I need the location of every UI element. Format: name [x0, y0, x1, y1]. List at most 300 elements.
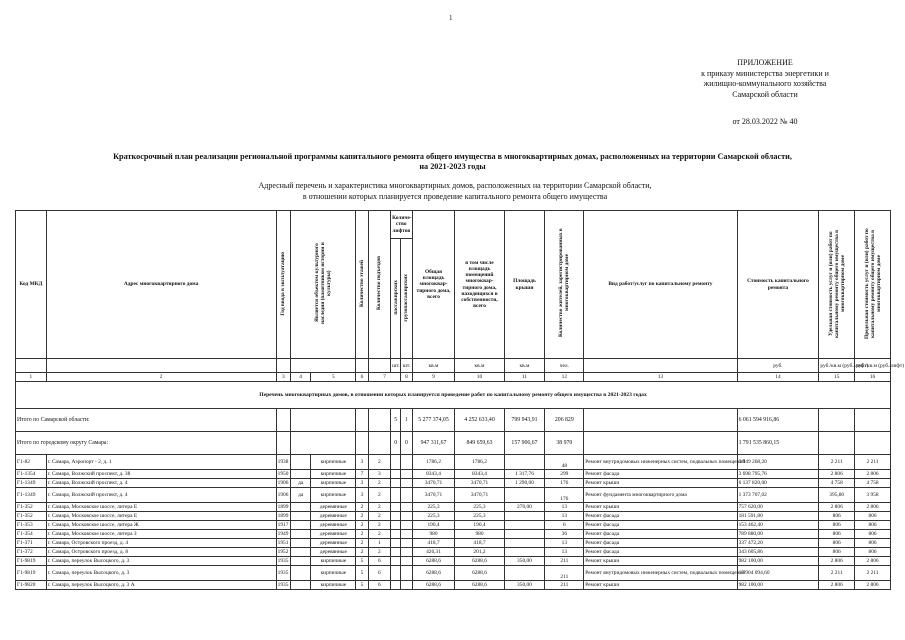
row-owned-area: 3470,71: [455, 488, 504, 503]
table-row: [16, 539, 891, 548]
table-row: [16, 548, 891, 557]
row-walls: кирпичные: [311, 455, 356, 470]
row-total-area: 225,3: [412, 512, 455, 521]
empty-cell: [391, 557, 401, 566]
row-roof-area: [504, 539, 545, 548]
row-unit-cost: 2 806: [819, 470, 855, 479]
table-row: [16, 521, 891, 530]
row-unit-cost: 806: [819, 512, 855, 521]
row-entrances: 6: [368, 581, 390, 590]
empty-cell: [401, 503, 412, 512]
document-title: [60, 152, 845, 172]
row-work-type: Ремонт фасада: [584, 539, 737, 548]
row-address: г. Самара, Островского проезд, д. 8: [46, 548, 276, 557]
header-year: Год ввода в эксплуатацию: [276, 211, 290, 359]
row-entrances: 6: [368, 566, 390, 581]
header-lifts-passenger: пассажирских: [391, 239, 401, 359]
row-work-type: Ремонт фасада: [584, 521, 737, 530]
row-unit-cost: 2 211: [819, 455, 855, 470]
empty-cell: [401, 488, 412, 503]
table-row: [16, 512, 891, 521]
row-cost: 3 698 795,76: [737, 470, 819, 479]
row-walls: кирпичные: [311, 581, 356, 590]
row-walls: деревянные: [311, 521, 356, 530]
row-entrances: 2: [368, 503, 390, 512]
unit-cell: руб./кв.м (руб./лифт): [819, 359, 855, 373]
header-owned-area: в том числе площадь помещений многоквар-тирного дома, находящихся в собственности, всего: [455, 211, 504, 359]
row-entrances: 2: [368, 548, 390, 557]
row-code: Г1-353: [16, 521, 47, 530]
row-unit-cost: 2 806: [819, 581, 855, 590]
row-walls: деревянные: [311, 539, 356, 548]
row-total-area: 3470,71: [412, 488, 455, 503]
row-walls: деревянные: [311, 530, 356, 539]
header-cost: Стоимость капитального ремонта: [737, 211, 819, 359]
row-code: Г1-82: [16, 455, 47, 470]
row-year: 1951: [276, 539, 290, 548]
row-work-type: Ремонт фасада: [584, 512, 737, 521]
row-max-cost: 2 211: [855, 566, 891, 581]
total-lifts-cargo: 0: [401, 432, 412, 455]
row-code: Г1-9819: [16, 566, 47, 581]
row-entrances: 2: [368, 512, 390, 521]
row-max-cost: 3 958: [855, 488, 891, 503]
column-number: 11: [504, 373, 545, 382]
row-heritage: [290, 521, 310, 530]
header-unit-cost: Удельная стоимость услуг и (или) работ по капитальному ремонту общего имущества в многоквартирном доме: [819, 211, 855, 359]
row-total-area: 3470,71: [412, 479, 455, 488]
empty-cell: [401, 479, 412, 488]
empty-cell: [401, 470, 412, 479]
title-line: на 2021-2023 годы: [419, 162, 486, 171]
total-residents: 38 970: [545, 432, 584, 455]
row-cost: 343 605,86: [737, 548, 819, 557]
row-total-area: 190,4: [412, 521, 455, 530]
section-title: Перечень многоквартирных домов, в отношении которых планируется проведение работ по капитальному ремонту общего имущества в 2021-2023 годах: [16, 382, 891, 409]
row-heritage: [290, 470, 310, 479]
row-heritage: [290, 455, 310, 470]
row-code: Г1-371: [16, 539, 47, 548]
total-owned-area: 849 659,63: [455, 432, 504, 455]
empty-cell: [391, 479, 401, 488]
unit-cell: шт.: [391, 359, 401, 373]
row-year: 1906: [276, 479, 290, 488]
row-address: г. Самара, переулок Высоцкого, д. 3: [46, 557, 276, 566]
row-year: 1917: [276, 521, 290, 530]
row-code: Г1-372: [16, 548, 47, 557]
row-residents: 176: [545, 479, 584, 488]
row-residents: 6: [545, 521, 584, 530]
table-row: [16, 488, 891, 503]
row-work-type: Ремонт внутридомовых инженерных систем, подвальных помещений: [584, 455, 737, 470]
row-roof-area: 350,00: [504, 557, 545, 566]
row-roof-area: [504, 455, 545, 470]
row-work-type: Ремонт фасада: [584, 548, 737, 557]
empty-cell: [391, 470, 401, 479]
column-number: 12: [545, 373, 584, 382]
empty-cell: [391, 488, 401, 503]
row-year: 1950: [276, 470, 290, 479]
total-roof-area: 157 906,67: [504, 432, 545, 455]
empty-cell: [401, 512, 412, 521]
row-address: г. Самара, Аэропорт - 2, д. 1: [46, 455, 276, 470]
table-row: [16, 455, 891, 470]
row-year: 1906: [276, 488, 290, 503]
row-roof-area: 1 317,76: [504, 470, 545, 479]
row-year: 1952: [276, 548, 290, 557]
total-lifts-passenger: 5: [391, 409, 401, 432]
row-code: Г1-9819: [16, 557, 47, 566]
row-floors: 2: [356, 539, 368, 548]
row-max-cost: 806: [855, 530, 891, 539]
row-unit-cost: 806: [819, 539, 855, 548]
total-owned-area: 4 252 633,40: [455, 409, 504, 432]
row-year: 1935: [276, 581, 290, 590]
row-entrances: 1: [368, 539, 390, 548]
appendix-block: [640, 58, 890, 128]
row-cost: 982 100,00: [737, 581, 819, 590]
appendix-line: Самарской области: [732, 89, 798, 99]
column-number: 9: [412, 373, 455, 382]
row-total-area: 8343,4: [412, 470, 455, 479]
header-roof-area: Площадь крыши: [504, 211, 545, 359]
empty-cell: [391, 530, 401, 539]
row-owned-area: 3470,71: [455, 479, 504, 488]
row-owned-area: 6288,6: [455, 557, 504, 566]
row-residents: 13: [545, 512, 584, 521]
header-residents: Количество жителей, зарегистрированных в многоквартирном доме: [545, 211, 584, 359]
row-walls: кирпичные: [311, 488, 356, 503]
row-cost: 3 949 268,20: [737, 455, 819, 470]
row-work-type: Ремонт фасада: [584, 530, 737, 539]
column-number: 14: [737, 373, 819, 382]
row-work-type: Ремонт крыши: [584, 581, 737, 590]
total-region-row: [16, 409, 891, 432]
row-total-area: 980: [412, 530, 455, 539]
row-max-cost: 2 806: [855, 581, 891, 590]
row-owned-area: 225,3: [455, 512, 504, 521]
empty-cell: [391, 581, 401, 590]
row-address: г. Самара, Волжский проспект, д. 38: [46, 470, 276, 479]
row-address: г. Самара, Островского проезд, д. 4: [46, 539, 276, 548]
column-number: 13: [584, 373, 737, 382]
row-roof-area: [504, 530, 545, 539]
row-owned-area: 6288,6: [455, 566, 504, 581]
row-owned-area: 6288,6: [455, 581, 504, 590]
header-lifts: Количе-ство лифтов: [391, 211, 412, 239]
row-floors: 5: [356, 557, 368, 566]
row-roof-area: [504, 566, 545, 581]
empty-cell: [401, 548, 412, 557]
empty-cell: [391, 521, 401, 530]
row-floors: 3: [356, 488, 368, 503]
total-cost: 6 061 594 916,86: [737, 409, 819, 432]
row-residents: 13: [545, 539, 584, 548]
row-owned-area: 1786,2: [455, 455, 504, 470]
row-work-type: Ремонт крыши: [584, 557, 737, 566]
row-cost: 181 591,80: [737, 512, 819, 521]
row-residents: 13: [545, 548, 584, 557]
row-owned-area: 980: [455, 530, 504, 539]
unit-cell: шт.: [401, 359, 412, 373]
row-code: Г1-352: [16, 512, 47, 521]
row-unit-cost: 2 806: [819, 557, 855, 566]
row-max-cost: 2 806: [855, 470, 891, 479]
row-entrances: 2: [368, 479, 390, 488]
empty-cell: [401, 539, 412, 548]
row-cost: 153 462,40: [737, 521, 819, 530]
column-number: 5: [311, 373, 356, 382]
row-address: г. Самара, Московское шоссе, литера Е: [46, 512, 276, 521]
row-total-area: 6288,6: [412, 557, 455, 566]
row-address: г. Самара, Московское шоссе, литера З: [46, 530, 276, 539]
total-cost: 1 791 535 860,15: [737, 432, 819, 455]
empty-cell: [401, 521, 412, 530]
subtitle-line: в отношении которых планируется проведение капитального ремонта общего имущества: [302, 191, 608, 201]
row-work-type: Ремонт крыши: [584, 479, 737, 488]
header-heritage: Является объектом культурного наследия (памятником истории и культуры): [290, 211, 355, 359]
row-residents: 48: [545, 455, 584, 470]
row-cost: 982 100,00: [737, 557, 819, 566]
empty-cell: [391, 566, 401, 581]
row-floors: 5: [356, 581, 368, 590]
header-work-type: Вид работ/услуг по капитальному ремонту: [584, 211, 737, 359]
row-unit-cost: 806: [819, 530, 855, 539]
row-year: 1899: [276, 512, 290, 521]
row-heritage: [290, 503, 310, 512]
column-number-row: [16, 373, 891, 382]
row-work-type: Ремонт фундамента многоквартирного дома: [584, 488, 737, 503]
column-number: 15: [819, 373, 855, 382]
row-total-area: 418,7: [412, 539, 455, 548]
row-unit-cost: 806: [819, 521, 855, 530]
row-year: 1935: [276, 557, 290, 566]
row-floors: 2: [356, 548, 368, 557]
row-total-area: 6288,6: [412, 581, 455, 590]
row-work-type: Ремонт крыши: [584, 503, 737, 512]
row-max-cost: 4 758: [855, 479, 891, 488]
row-roof-area: 270,00: [504, 503, 545, 512]
row-max-cost: 2 211: [855, 455, 891, 470]
row-walls: деревянные: [311, 548, 356, 557]
row-unit-cost: 4 758: [819, 479, 855, 488]
row-total-area: 6288,6: [412, 566, 455, 581]
empty-cell: [401, 530, 412, 539]
row-cost: 13 904 094,60: [737, 566, 819, 581]
row-max-cost: 806: [855, 539, 891, 548]
empty-cell: [401, 557, 412, 566]
row-roof-area: 350,00: [504, 581, 545, 590]
total-lifts-cargo: 1: [401, 409, 412, 432]
row-floors: 2: [356, 512, 368, 521]
row-unit-cost: 2 806: [819, 503, 855, 512]
table-row: [16, 557, 891, 566]
total-area: 5 277 374,05: [412, 409, 455, 432]
header-max-cost: Предельная стоимость услуг и (или) работ по капитальному ремонту общего имущества в многоквартирном доме: [855, 211, 891, 359]
row-heritage: [290, 548, 310, 557]
column-number: 8: [401, 373, 412, 382]
row-year: 1935: [276, 566, 290, 581]
row-floors: 3: [356, 455, 368, 470]
row-residents: 211: [545, 566, 584, 581]
subtitle-line: Адресный перечень и характеристика многоквартирных домов, расположенных на территории Самарской области,: [258, 181, 652, 190]
row-max-cost: 2 806: [855, 503, 891, 512]
header-floors: Количество этажей: [356, 211, 368, 359]
row-entrances: 2: [368, 521, 390, 530]
row-residents: 36: [545, 530, 584, 539]
row-work-type: Ремонт внутридомовых инженерных систем, подвальных помещений: [584, 566, 737, 581]
row-walls: кирпичные: [311, 566, 356, 581]
row-year: 1949: [276, 530, 290, 539]
row-entrances: 2: [368, 455, 390, 470]
row-heritage: [290, 581, 310, 590]
total-residents: 206 829: [545, 409, 584, 432]
row-owned-area: 190,4: [455, 521, 504, 530]
row-roof-area: [504, 512, 545, 521]
total-area: 947 311,67: [412, 432, 455, 455]
empty-cell: [391, 455, 401, 470]
row-walls: деревянные: [311, 512, 356, 521]
row-cost: 1 373 707,02: [737, 488, 819, 503]
row-cost: 789 880,00: [737, 530, 819, 539]
row-max-cost: 806: [855, 548, 891, 557]
unit-cell: руб.: [737, 359, 819, 373]
header-address: Адрес многоквартирного дома: [46, 211, 276, 359]
row-max-cost: 2 806: [855, 557, 891, 566]
row-floors: 3: [356, 479, 368, 488]
row-cost: 337 472,20: [737, 539, 819, 548]
row-floors: 2: [356, 521, 368, 530]
row-address: г. Самара, переулок Высоцкого, д. 3: [46, 566, 276, 581]
total-lifts-passenger: 0: [391, 432, 401, 455]
row-floors: 7: [356, 470, 368, 479]
row-walls: деревянные: [311, 503, 356, 512]
total-city-row: [16, 432, 891, 455]
header-total-area: Общая площадь многоквар-тирного дома, всего: [412, 211, 455, 359]
empty-cell: [391, 512, 401, 521]
total-roof-area: 799 943,91: [504, 409, 545, 432]
row-residents: 13: [545, 503, 584, 512]
row-entrances: 6: [368, 557, 390, 566]
row-heritage: [290, 566, 310, 581]
row-code: Г1-1354: [16, 470, 47, 479]
header-code: Код МКД: [16, 211, 47, 359]
row-address: г. Самара, Волжский проспект, д. 4: [46, 488, 276, 503]
row-residents: 299: [545, 470, 584, 479]
row-roof-area: 1 290,00: [504, 479, 545, 488]
empty-cell: [401, 566, 412, 581]
row-heritage: да: [290, 488, 310, 503]
row-owned-area: 225,3: [455, 503, 504, 512]
row-address: г. Самара, Московское шоссе, литера Е: [46, 503, 276, 512]
row-heritage: [290, 557, 310, 566]
row-max-cost: 806: [855, 521, 891, 530]
empty-cell: [401, 581, 412, 590]
header-lifts-cargo: грузопассажирских: [401, 239, 412, 359]
row-code: Г1-1349: [16, 479, 47, 488]
row-unit-cost: 2 211: [819, 566, 855, 581]
row-total-area: 426,31: [412, 548, 455, 557]
empty-cell: [391, 503, 401, 512]
column-number: 10: [455, 373, 504, 382]
row-total-area: 1786,2: [412, 455, 455, 470]
row-heritage: [290, 539, 310, 548]
column-number: 7: [368, 373, 401, 382]
row-walls: кирпичные: [311, 470, 356, 479]
row-unit-cost: 395,80: [819, 488, 855, 503]
appendix-date: от 28.03.2022 № 40: [732, 117, 798, 126]
row-heritage: [290, 512, 310, 521]
row-heritage: [290, 530, 310, 539]
table-row: [16, 566, 891, 581]
appendix-line: ПРИЛОЖЕНИЕ: [737, 58, 793, 67]
title-line: Краткосрочный план реализации региональной программы капитального ремонта общего имущества в многоквартирных домах, расположенных на территории Самарской области,: [113, 152, 792, 161]
row-residents: 211: [545, 557, 584, 566]
row-cost: 757 620,00: [737, 503, 819, 512]
row-entrances: 3: [368, 470, 390, 479]
data-rows: [16, 455, 891, 590]
row-entrances: 2: [368, 530, 390, 539]
table-row: [16, 503, 891, 512]
unit-cell: кв.м: [504, 359, 545, 373]
table-row: [16, 470, 891, 479]
table-row: [16, 479, 891, 488]
row-residents: 211: [545, 581, 584, 590]
row-walls: кирпичные: [311, 479, 356, 488]
row-owned-area: 201,2: [455, 548, 504, 557]
row-roof-area: [504, 488, 545, 503]
row-max-cost: 806: [855, 512, 891, 521]
row-code: Г1-1349: [16, 488, 47, 503]
row-code: Г1-354: [16, 530, 47, 539]
appendix-line: жилищно-коммунального хозяйства: [703, 79, 827, 88]
row-address: г. Самара, Московское шоссе, литера Ж: [46, 521, 276, 530]
empty-cell: [391, 548, 401, 557]
row-total-area: 225,3: [412, 503, 455, 512]
column-number: 3: [276, 373, 290, 382]
row-code: Г1-352: [16, 503, 47, 512]
row-floors: 5: [356, 566, 368, 581]
column-number: 2: [46, 373, 276, 382]
row-cost: 6 137 820,00: [737, 479, 819, 488]
row-work-type: Ремонт фасада: [584, 470, 737, 479]
header-entrances: Количество подъездов: [368, 211, 390, 359]
appendix-line: к приказу министерства энергетики и: [701, 68, 829, 78]
empty-cell: [391, 539, 401, 548]
row-residents: 176: [545, 488, 584, 503]
unit-cell: кв.м: [455, 359, 504, 373]
unit-cell: кв.м: [412, 359, 455, 373]
row-address: г. Самара, переулок Высоцкого, д. 3 А: [46, 581, 276, 590]
empty-cell: [401, 455, 412, 470]
row-year: 1899: [276, 503, 290, 512]
row-roof-area: [504, 521, 545, 530]
row-owned-area: 8343,4: [455, 470, 504, 479]
unit-cell: чел.: [545, 359, 584, 373]
column-number: 16: [855, 373, 891, 382]
column-number: 4: [290, 373, 310, 382]
row-floors: 2: [356, 530, 368, 539]
repair-plan-table: [15, 210, 905, 590]
row-floors: 2: [356, 503, 368, 512]
row-year: 1938: [276, 455, 290, 470]
unit-cell: руб./кв.м (руб./лифт): [855, 359, 891, 373]
page-number: 1: [449, 14, 453, 22]
row-heritage: да: [290, 479, 310, 488]
row-walls: кирпичные: [311, 557, 356, 566]
table-row: [16, 530, 891, 539]
row-address: г. Самара, Волжский проспект, д. 4: [46, 479, 276, 488]
